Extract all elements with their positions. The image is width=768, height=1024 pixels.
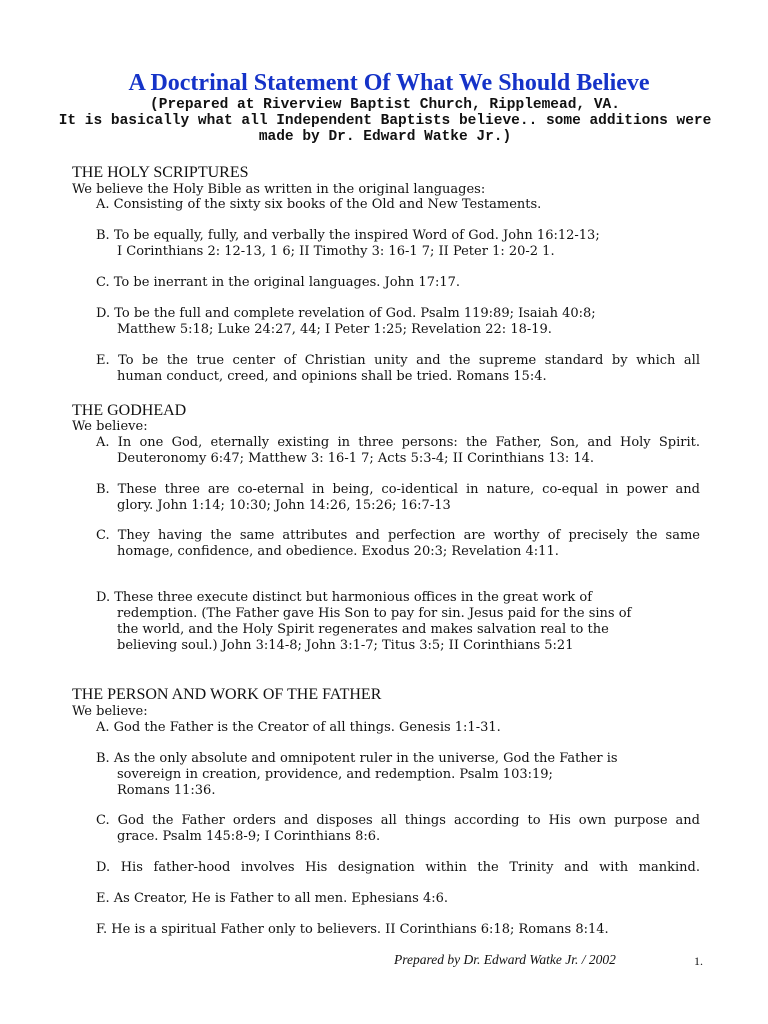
list-item (96, 891, 700, 907)
item-line: the world, and the Holy Spirit regenerates and makes salvation real to the (117, 622, 609, 637)
item-line: Romans 11:36. (117, 783, 216, 798)
list-item (96, 590, 700, 654)
section-heading-godhead: THE GODHEAD (72, 402, 187, 419)
list-item (96, 751, 700, 799)
item-line: B. To be equally, fully, and verbally the inspired Word of God. John 16:12-13; (96, 228, 600, 243)
item-line: B. These three are co-eternal in being, co-identical in nature, co-equal in power and (96, 482, 700, 497)
page-number: 1. (694, 954, 703, 968)
subtitle-line-1: (Prepared at Riverview Baptist Church, Ripplemead, VA. (150, 97, 620, 113)
list-item (96, 528, 700, 560)
item-line: homage, confidence, and obedience. Exodus 20:3; Revelation 4:11. (117, 544, 559, 559)
item-line: C. To be inerrant in the original languages. John 17:17. (96, 275, 461, 290)
list-item (96, 860, 700, 876)
document-title: A Doctrinal Statement Of What We Should Believe (128, 70, 650, 96)
item-line: A. Consisting of the sixty six books of the Old and New Testaments. (96, 197, 542, 212)
item-line: B. As the only absolute and omnipotent ruler in the universe, God the Father is (96, 751, 618, 766)
item-line: grace. Psalm 145:8-9; I Corinthians 8:6. (117, 829, 381, 844)
list-item (96, 197, 700, 213)
item-line: Matthew 5:18; Luke 24:27, 44; I Peter 1:25; Revelation 22: 18-19. (117, 322, 552, 337)
item-line: human conduct, creed, and opinions shall be tried. Romans 15:4. (117, 369, 547, 384)
item-line: A. God the Father is the Creator of all things. Genesis 1:1-31. (96, 720, 501, 735)
item-line: D. His father-hood involves His designation within the Trinity and with mankind. (96, 860, 700, 875)
list-item (96, 813, 700, 845)
section-intro: We believe: (72, 704, 148, 719)
item-line: F. He is a spiritual Father only to believers. II Corinthians 6:18; Romans 8:14. (96, 922, 609, 937)
list-item (96, 275, 700, 291)
item-line: E. To be the true center of Christian unity and the supreme standard by which all (96, 353, 700, 368)
subtitle-line-2: It is basically what all Independent Baptists believe.. some additions were (58, 113, 712, 129)
list-item (96, 720, 700, 736)
subtitle-line-3: made by Dr. Edward Watke Jr.) (258, 129, 512, 145)
list-item (96, 482, 700, 514)
item-line: C. They having the same attributes and perfection are worthy of precisely the same (96, 528, 700, 543)
list-item (96, 922, 700, 938)
item-line: I Corinthians 2: 12-13, 1 6; II Timothy 3: 16-1 7; II Peter 1: 20-2 1. (117, 244, 555, 259)
item-line: D. To be the full and complete revelation of God. Psalm 119:89; Isaiah 40:8; (96, 306, 596, 321)
item-line: Deuteronomy 6:47; Matthew 3: 16-1 7; Acts 5:3-4; II Corinthians 13: 14. (117, 451, 595, 466)
list-item (96, 353, 700, 385)
item-line: D. These three execute distinct but harmonious offices in the great work of (96, 590, 593, 605)
section-heading-holy-scriptures: THE HOLY SCRIPTURES (72, 164, 249, 181)
section-intro: We believe the Holy Bible as written in the original languages: (72, 182, 486, 197)
item-line: A. In one God, eternally existing in three persons: the Father, Son, and Holy Spirit. (96, 435, 700, 450)
item-line: glory. John 1:14; 10:30; John 14:26, 15:26; 16:7-13 (117, 498, 451, 513)
item-line: sovereign in creation, providence, and redemption. Psalm 103:19; (117, 767, 553, 782)
item-line: E. As Creator, He is Father to all men. Ephesians 4:6. (96, 891, 449, 906)
list-item (96, 435, 700, 467)
item-line: redemption. (The Father gave His Son to pay for sin. Jesus paid for the sins of (117, 606, 632, 621)
item-line: believing soul.) John 3:14-8; John 3:1-7; Titus 3:5; II Corinthians 5:21 (117, 638, 574, 653)
footer-prepared-by: Prepared by Dr. Edward Watke Jr. / 2002 (394, 952, 616, 967)
section-intro: We believe: (72, 419, 148, 434)
item-line: C. God the Father orders and disposes all things according to His own purpose and (96, 813, 700, 828)
list-item (96, 306, 700, 338)
list-item (96, 228, 700, 260)
section-heading-person-and-work-of-the-father: THE PERSON AND WORK OF THE FATHER (72, 686, 382, 703)
